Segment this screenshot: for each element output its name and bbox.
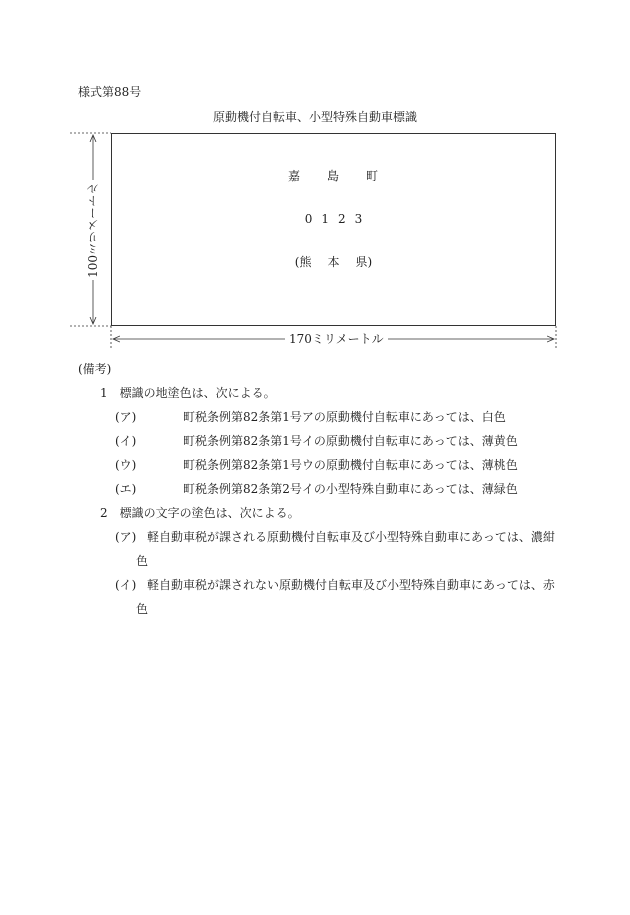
remark-1-text-e: 町税条例第82条第2号イの小型特殊自動車にあっては、薄緑色	[183, 482, 518, 496]
remark-2-text-i-continued: 色	[136, 602, 149, 616]
remark-item-2: 2 標識の文字の塗色は、次による。	[100, 506, 300, 520]
remark-1-marker-e: (エ)	[115, 482, 137, 496]
remark-2-marker-a: (ア)	[115, 530, 137, 544]
remark-1-text-u: 町税条例第82条第1号ウの原動機付自転車にあっては、薄桃色	[183, 458, 518, 472]
remarks-heading: (備考)	[78, 362, 112, 376]
plate-town-name: 嘉 島 町	[287, 169, 380, 183]
plate-number: 0 1 2 3	[304, 212, 363, 226]
plate-prefecture: (熊 本 県)	[294, 255, 373, 269]
form-number: 様式第88号	[78, 85, 142, 99]
width-dimension-label: 170ミリメートル	[285, 333, 388, 345]
remark-1-marker-u: (ウ)	[115, 458, 137, 472]
document-title: 原動機付自転車、小型特殊自動車標識	[212, 110, 417, 124]
remark-1-text-a: 町税条例第82条第1号アの原動機付自転車にあっては、白色	[183, 410, 506, 424]
height-dimension-label: 100ミリメートル	[84, 180, 102, 280]
remark-item-1: 1 標識の地塗色は、次による。	[100, 386, 276, 400]
license-plate-sign	[111, 133, 556, 326]
remark-2-text-a: 軽自動車税が課される原動機付自転車及び小型特殊自動車にあっては、濃紺	[147, 530, 555, 544]
remark-2-marker-i: (イ)	[115, 578, 137, 592]
remark-1-marker-i: (イ)	[115, 434, 137, 448]
remark-1-text-i: 町税条例第82条第1号イの原動機付自転車にあっては、薄黄色	[183, 434, 518, 448]
remark-2-text-i: 軽自動車税が課されない原動機付自転車及び小型特殊自動車にあっては、赤	[147, 578, 555, 592]
remark-1-marker-a: (ア)	[115, 410, 137, 424]
remark-2-text-a-continued: 色	[136, 554, 149, 568]
